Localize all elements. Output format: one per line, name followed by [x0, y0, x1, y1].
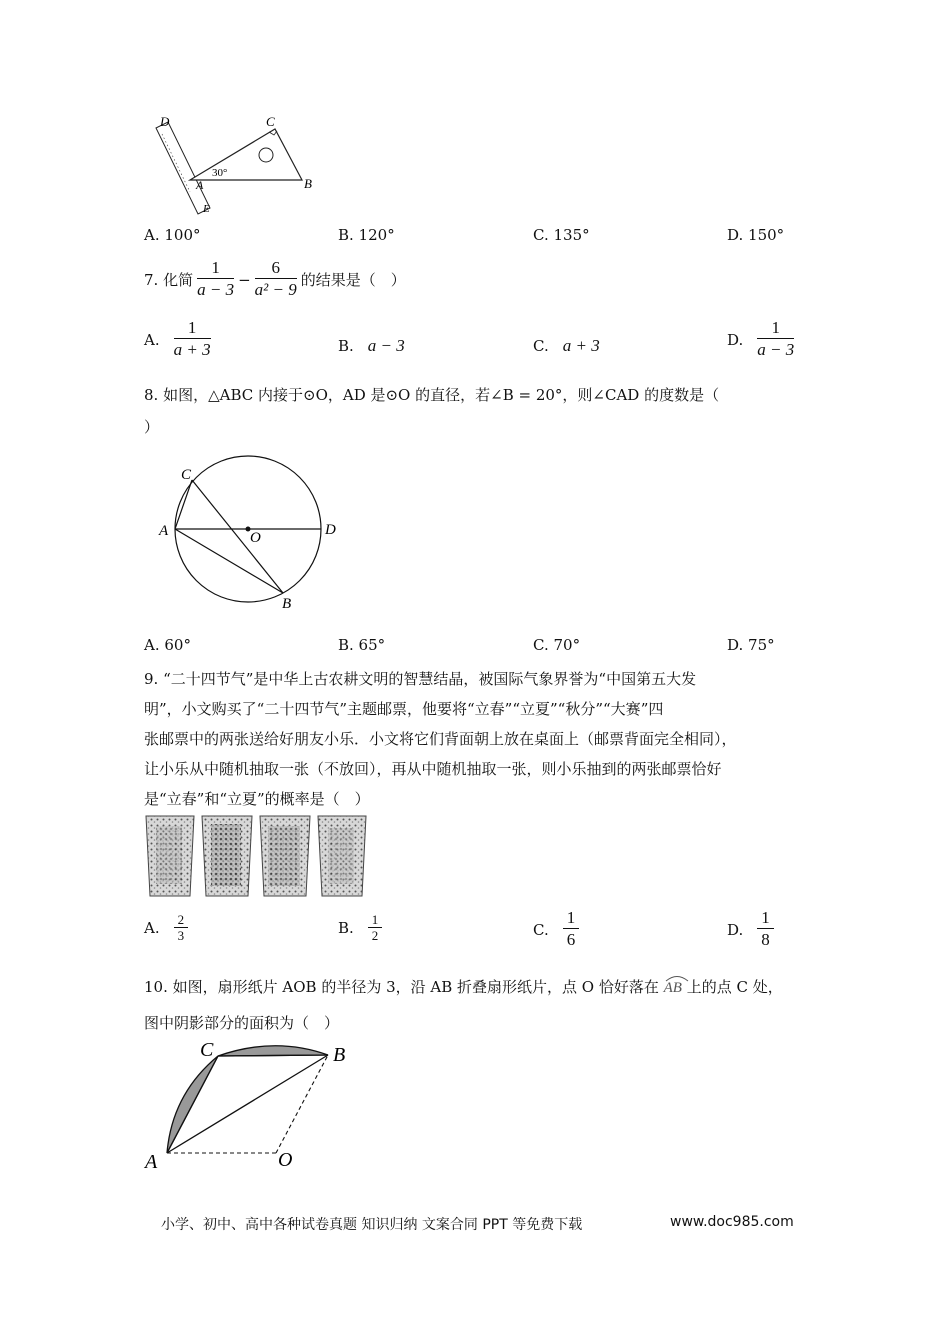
q7-fraction-2 — [255, 258, 297, 301]
q9-option-a-fraction — [174, 912, 189, 943]
label-B: B — [333, 1044, 346, 1066]
q7-option-d-num: 1 — [757, 318, 794, 339]
q7-option-b-label: B. — [338, 337, 354, 355]
q7-minus: − — [238, 270, 251, 289]
angle-label: 30° — [212, 167, 228, 179]
q7-frac2-den: a² − 9 — [254, 280, 297, 299]
footer-text: 小学、初中、高中各种试卷真题 知识归纳 文案合同 PPT 等免费下载 — [161, 1217, 583, 1233]
q7-option-d-fraction — [757, 318, 794, 361]
q9-line-5: 是“立春”和“立夏”的概率是（ ） — [144, 790, 370, 808]
q8-stem-line1: 8. 如图，△ABC 内接于⊙O，AD 是⊙O 的直径，若∠B = 20°，则∠CAD 的度数是（ — [144, 386, 720, 404]
label-C: C — [200, 1039, 214, 1061]
q9-option-b — [338, 912, 382, 943]
stamp-4 — [318, 816, 366, 896]
q7-suffix: 的结果是（ ） — [300, 271, 406, 289]
q7-option-d-den: a − 3 — [757, 340, 795, 359]
q10-line1-text: 10. 如图，扇形纸片 AOB 的半径为 3，沿 AB 折叠扇形纸片，点 O 恰好落在 — [144, 978, 659, 996]
q9-stem — [144, 664, 794, 814]
q9-option-a — [144, 912, 188, 943]
q8-option-a: A. 60° — [144, 636, 191, 654]
q9-stamps-figure — [144, 812, 369, 900]
label-D: D — [160, 114, 170, 129]
q7-stem — [144, 258, 406, 301]
q9-option-d-num: 1 — [757, 908, 774, 929]
q7-frac1-den: a − 3 — [197, 280, 235, 299]
segment-ac — [175, 480, 192, 529]
q9-option-c-label: C. — [533, 920, 549, 939]
q8-stem-line2: ） — [144, 418, 160, 436]
q6-option-d: D. 150° — [727, 226, 785, 244]
label-B: B — [304, 176, 312, 191]
q9-line-1: 9. “二十四节气”是中华上古农耕文明的智慧结晶，被国际气象界誉为“中国第五大发 — [144, 670, 697, 688]
segment-ab — [175, 529, 283, 593]
q8-option-d: D. 75° — [727, 636, 775, 654]
segment-cb — [192, 480, 283, 593]
ruler — [156, 122, 210, 214]
q6-option-c: C. 135° — [533, 226, 590, 244]
q10-arc-ab — [664, 976, 682, 997]
label-O: O — [278, 1149, 293, 1171]
segment-ac — [167, 1056, 218, 1153]
label-D: D — [325, 522, 336, 538]
q7-option-a — [144, 318, 211, 361]
q7-option-b — [338, 336, 405, 356]
stamp-1 — [146, 816, 194, 896]
q7-option-a-fraction — [174, 318, 211, 361]
q7-option-a-num: 1 — [174, 318, 211, 339]
q9-line-2: 明”，小文购买了“二十四节气”主题邮票，他要将“立春”“立夏”“秋分”“大赛”四 — [144, 700, 664, 718]
q7-option-d-label: D. — [727, 330, 744, 349]
label-E: E — [203, 203, 210, 215]
q9-option-d-fraction — [757, 908, 774, 951]
q7-option-c-label: C. — [533, 337, 549, 355]
q7-prefix: 7. 化简 — [144, 271, 194, 289]
q6-figure — [140, 112, 330, 217]
q9-option-b-num: 1 — [368, 912, 383, 928]
q6-option-a: A. 100° — [144, 226, 201, 244]
triangle-set-square — [190, 129, 302, 180]
q9-option-d-label: D. — [727, 920, 744, 939]
q9-option-d — [727, 908, 774, 951]
q9-option-b-fraction — [368, 912, 383, 943]
q8-figure — [150, 450, 350, 615]
q10-line1b-text: 上的点 C 处， — [686, 978, 783, 996]
q9-option-c — [533, 908, 579, 951]
q9-option-b-label: B. — [338, 918, 354, 937]
label-O: O — [250, 530, 261, 546]
q8-option-c: C. 70° — [533, 636, 581, 654]
q10-figure — [140, 1036, 370, 1176]
q9-line-4: 让小乐从中随机抽取一张（不放回），再从中随机抽取一张，则小乐抽到的两张邮票恰好 — [144, 760, 722, 778]
shaded-region-cb — [218, 1046, 328, 1056]
q9-option-c-fraction — [563, 908, 580, 951]
q7-option-a-label: A. — [144, 330, 160, 349]
label-B: B — [282, 596, 292, 612]
label-A: A — [145, 1151, 158, 1173]
q7-option-a-den: a + 3 — [173, 340, 211, 359]
q9-option-d-den: 8 — [761, 930, 770, 949]
q10-arc-label: AB — [663, 980, 682, 996]
q9-option-a-den: 3 — [177, 928, 185, 943]
label-C: C — [181, 467, 192, 483]
q9-line-3: 张邮票中的两张送给好朋友小乐．小文将它们背面朝上放在桌面上（邮票背面完全相同）， — [144, 730, 737, 748]
q6-option-b: B. 120° — [338, 226, 395, 244]
q9-option-c-num: 1 — [563, 908, 580, 929]
q10-stem-line2: 图中阴影部分的面积为（ ） — [144, 1014, 340, 1032]
q9-option-b-den: 2 — [371, 928, 379, 943]
q10-stem-line1 — [144, 976, 783, 997]
q7-frac1-num: 1 — [197, 258, 234, 279]
q7-option-d — [727, 318, 794, 361]
label-A: A — [196, 178, 204, 192]
dashed-ob — [276, 1055, 328, 1153]
q9-option-a-num: 2 — [174, 912, 189, 928]
q9-option-c-den: 6 — [566, 930, 576, 949]
stamp-3 — [260, 816, 310, 896]
q7-fraction-1 — [197, 258, 234, 301]
q7-option-c — [533, 336, 600, 356]
footer-url[interactable]: www.doc985.com — [670, 1214, 794, 1230]
label-C: C — [266, 114, 275, 129]
q7-frac2-num: 6 — [255, 258, 297, 279]
q7-option-b-expr: a − 3 — [367, 336, 405, 355]
q7-option-c-expr: a + 3 — [562, 336, 600, 355]
label-A: A — [159, 523, 169, 539]
q8-option-b: B. 65° — [338, 636, 386, 654]
q9-option-a-label: A. — [144, 918, 160, 937]
stamp-2 — [202, 816, 252, 896]
